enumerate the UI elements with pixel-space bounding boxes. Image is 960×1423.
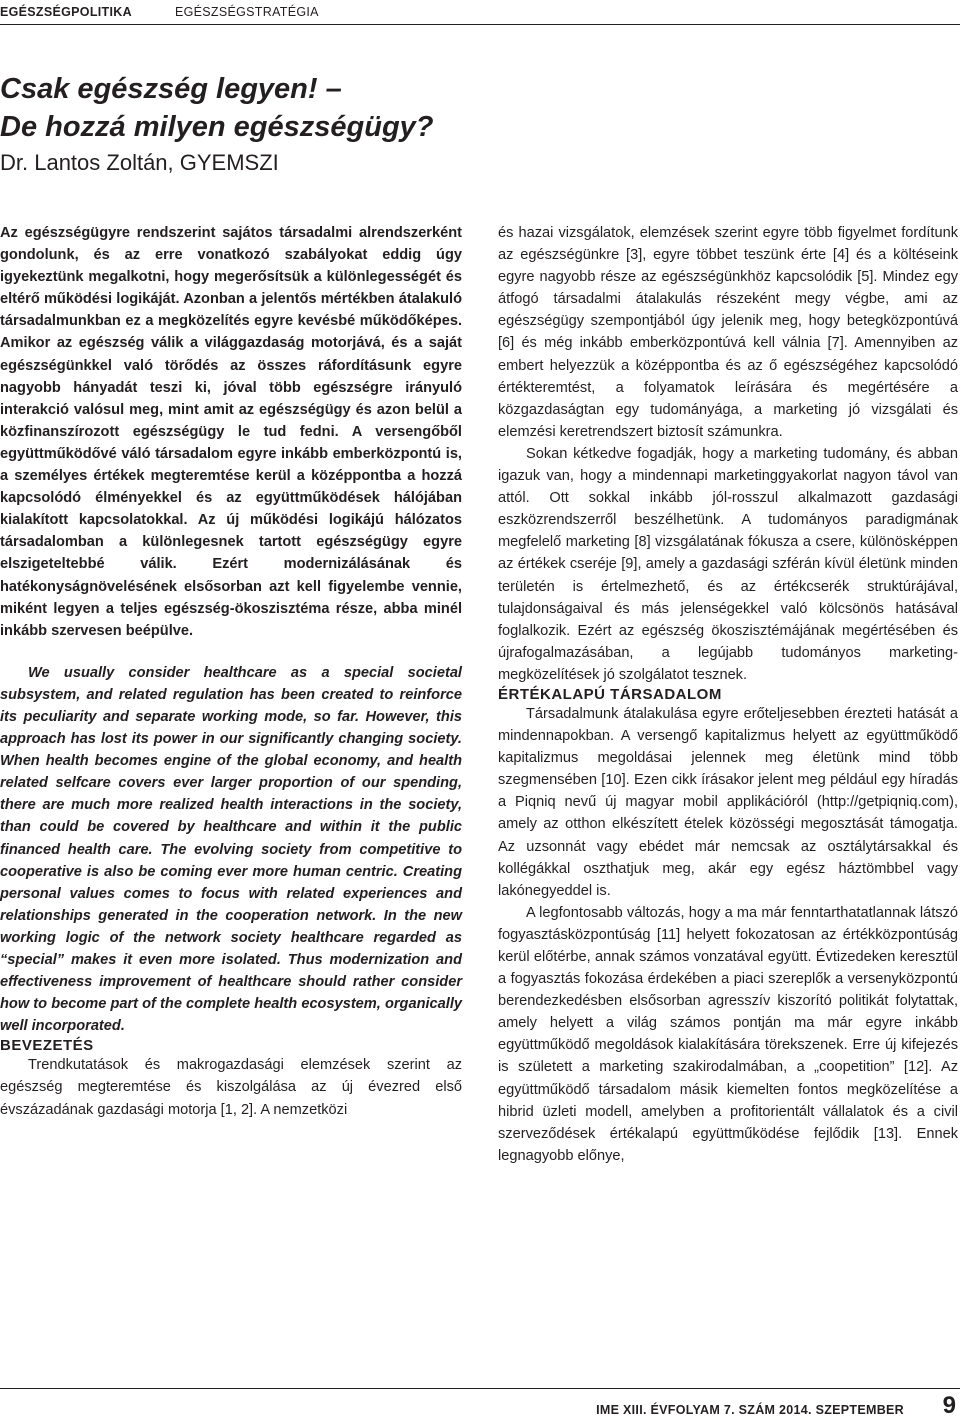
- body-paragraph: Társadalmunk átalakulása egyre erőteljesebben érezteti hatását a mindennapokban. A versengő kapitalizmus helyett az együttműködő kapitalizmus megoldásai jelennek meg életünk mind több szegmensében [10]. Ezen cikk írásakor jelent meg például egy híradás a Piqniq nevű új magyar mobil applikációról (http://getpiqniq.com), amely az otthon elkészített ételek közösségi megosztását támogatja. Az uzsonnát vagy ebédet már nemcsak az osztálytársakkal és kollégákkal oszthatjuk meg, akár egy egész háztömbbel vagy lakónegyeddel is.: [498, 705, 958, 899]
- title-line-2: De hozzá milyen egészségügy?: [0, 111, 434, 143]
- body-paragraph: Sokan kétkedve fogadják, hogy a marketing tudomány, és abban igazuk van, hogy a mindennapi marketinggyakorlat nagyon távol van attól. Ott sokkal inkább jól-rosszul alkalmazott gazdasági eszközrendszerről beszélhetünk. A tudományos paradigmának megfelelő marketing [8] vizsgálatának fókusza a csere, különösképpen az értékek cseréje [9], amely a gazdasági szférán kívül életünk minden területén is értelmezhető, és az értékcserék struktúrájával, tulajdonságaival és más jelenségekkel való kölcsönös hatásával foglalkozik. Ezért az egészség ökoszisztémájának megértésében és újrafogalmazásában, a legújabb tudományos marketing-megközelítések jó szolgálatot tesznek.: [498, 445, 958, 683]
- abstract-hungarian: Az egészségügyre rendszerint sajátos társadalmi alrendszerként gondolunk, és az erre vonatkozó szabályokat eddig úgy igyekeztünk megalkotni, hogy megerősítsük a különlegességét és eltérő működési logikáját. Azonban a jelentős mértékben átalakuló társadalmunkban ez a megközelítés egyre kevésbé működőképes. Amikor az egészség válik a világgazdaság motorjává, és a saját egészségünkkel való törődés az összes ráfordításunk egyre nagyobb hányadát teszi ki, jóval több egészségre irányuló interakció valósul meg, mint amit az egészségügy és azon belül a közfinanszírozott egészségügy le tud fedni. A versengőből együttműködővé váló társadalom egyre inkább emberközpontú is, a személyes értékek megteremtése kerül a középpontba a hozzá kapcsolódó élményekkel és az együttműködések hálójában kialakított kapcsolatokkal. Az új működési logikájú hálózatos társadalomban a különlegesnek tartott egészségügy egyre elszigeteltebbé válik. Ezért modernizálásának és hatékonyságnövelésének elsősorban azt kell figyelembe vennie, miként legyen a teljes egészség-ökoszisztéma része, abba minél inkább szervesen beépülve.: [0, 225, 462, 639]
- left-column: [0, 222, 462, 1121]
- page-number: 9: [942, 1392, 956, 1419]
- header-rule: [0, 24, 960, 25]
- title-line-1: Csak egészség legyen! –: [0, 73, 342, 105]
- right-column: [498, 222, 958, 1167]
- section-label-secondary: EGÉSZSÉGSTRATÉGIA: [175, 5, 319, 19]
- issue-info: IME XIII. ÉVFOLYAM 7. SZÁM 2014. SZEPTEMBER: [596, 1403, 904, 1417]
- page-header: [0, 0, 960, 24]
- article-title: [0, 70, 480, 146]
- section-heading-value-based-society: ÉRTÉKALAPÚ TÁRSADALOM: [498, 685, 722, 703]
- body-paragraph: A legfontosabb változás, hogy a ma már fenntarthatatlannak látszó fogyasztásközpontúság [11] helyett fokozatosan az értékközpontúság kerül előtérbe, annak számos vonzatával együtt. Évtizedeken keresztül a fogyasztás fokozása érdekében a piaci szereplők a versenyközpontú berendezkedésben elsősorban agresszív kiszorító politikát folytattak, amely helyett a világ számos pontján ma már egyre inkább együttműködő megoldások kialakítására törekszenek. Erre új kifejezés is született a marketing szakirodalmában, a „coopetition” [12]. Az együttműködő társadalom másik kiemelten fontos megközelítése a hibrid üzleti modell, amelyben a profitorientált vállalatok és a civil szerveződések értékalapú együttműködése fejlődik [13]. Ennek legnagyobb előnye,: [498, 904, 958, 1164]
- footer-rule: [0, 1388, 960, 1389]
- section-label-primary: EGÉSZSÉGPOLITIKA: [0, 5, 132, 19]
- body-paragraph: Trendkutatások és makrogazdasági elemzések szerint az egészség megteremtése és kiszolgálása az új évezred első évszázadának gazdasági motorja [1, 2]. A nemzetközi: [0, 1057, 462, 1118]
- abstract-english: We usually consider healthcare as a special societal subsystem, and related regulation has been created to reinforce its peculiarity and separate working mode, so far. However, this approach has lost its power in our significantly changing society. When health becomes engine of the global economy, and health related selfcare covers ever larger proportion of our spending, there are much more realized health interactions in the society, than could be covered by healthcare and within it the public financed health care. The evolving society from competitive to cooperative is also be coming ever more human centric. Creating personal values comes to focus with related experiences and relationships generated in the cooperation network. In the new working logic of the network society healthcare regarded as “special” makes it even more isolated. Thus modernization and effectiveness improvement of healthcare should rather consider how to become part of the complete health ecosystem, organically well incorporated.: [0, 664, 462, 1035]
- body-paragraph: és hazai vizsgálatok, elemzések szerint egyre több figyelmet fordítunk az egészségünkre [3], egyre többet teszünk érte [4] és a költéseink egyre nagyobb része az egészségünkhöz kapcsolódik [5]. Mindez egy átfogó társadalmi átalakulás részeként megy végbe, ami az egészségügy szempontjából úgy jelenik meg, hogy betegközpontúvá [6] és még inkább emberközpontúvá kell válnia [7]. Amennyiben az embert helyezzük a középpontba és az ő egészségéhez kapcsolódó értékteremtést, a folyamatok leírására és megértésére a közgazdaságtan egy tudományága, a marketing jó vizsgálati és elemzési keretrendszert biztosít számunkra.: [498, 225, 958, 440]
- article-author: Dr. Lantos Zoltán, GYEMSZI: [0, 150, 279, 175]
- section-heading-introduction: BEVEZETÉS: [0, 1037, 94, 1055]
